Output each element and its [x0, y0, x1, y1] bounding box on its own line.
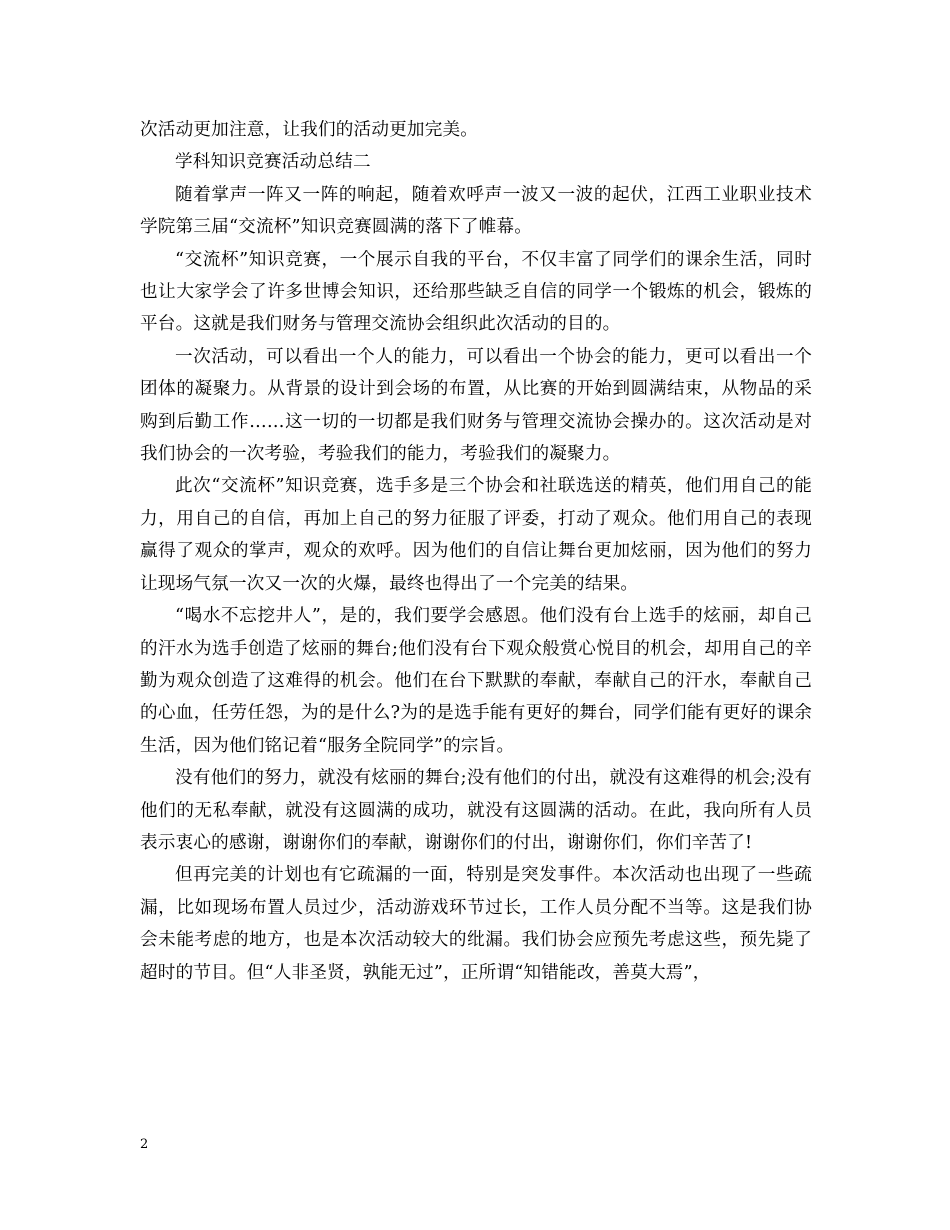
paragraph: “喝水不忘挖井人”，是的，我们要学会感恩。他们没有台上选手的炫丽，却自己的汗水为选手创造了炫丽的舞台;他们没有台下观众般赏心悦目的机会，却用自己的辛勤为观众创造了这难得的机会。他们在台下默默的奉献，奉献自己的汗水，奉献自己的心血，任劳任怨，为的是什么?为的是选手能有更好的舞台，同学们能有更好的课余生活，因为他们铭记着“服务全院同学”的宗旨。	[140, 606, 812, 756]
paragraph: “交流杯”知识竞赛，一个展示自我的平台，不仅丰富了同学们的课余生活，同时也让大家学会了许多世博会知识，还给那些缺乏自信的同学一个锻炼的机会，锻炼的平台。这就是我们财务与管理交流协会组织此次活动的目的。	[140, 249, 812, 335]
paragraph: 随着掌声一阵又一阵的响起，随着欢呼声一波又一波的起伏，江西工业职业技术学院第三届“交流杯”知识竞赛圆满的落下了帷幕。	[140, 184, 812, 238]
page-number: 2	[140, 1137, 149, 1152]
section-heading: 学科知识竞赛活动总结二	[175, 152, 371, 173]
paragraph: 此次“交流杯”知识竞赛，选手多是三个协会和社联选送的精英，他们用自己的能力，用自己的自信，再加上自己的努力征服了评委，打动了观众。他们用自己的表现赢得了观众的掌声，观众的欢呼。因为他们的自信让舞台更加炫丽，因为他们的努力让现场气氛一次又一次的火爆，最终也得出了一个完美的结果。	[140, 476, 812, 594]
paragraph: 一次活动，可以看出一个人的能力，可以看出一个协会的能力，更可以看出一个团体的凝聚力。从背景的设计到会场的布置，从比赛的开始到圆满结束，从物品的采购到后勤工作……这一切的一切都是我们财务与管理交流协会操办的。这次活动是对我们协会的一次考验，考验我们的能力，考验我们的凝聚力。	[140, 346, 812, 465]
document-body	[140, 114, 812, 989]
paragraph: 没有他们的努力，就没有炫丽的舞台;没有他们的付出，就没有这难得的机会;没有他们的无私奉献，就没有这圆满的成功，就没有这圆满的活动。在此，我向所有人员表示衷心的感谢，谢谢你们的奉献，谢谢你们的付出，谢谢你们，你们辛苦了!	[140, 768, 812, 853]
paragraph: 但再完美的计划也有它疏漏的一面，特别是突发事件。本次活动也出现了一些疏漏，比如现场布置人员过少，活动游戏环节过长，工作人员分配不当等。这是我们协会未能考虑的地方，也是本次活动较大的纰漏。我们协会应预先考虑这些，预先毙了超时的节目。但“人非圣贤，孰能无过”，正所谓“知错能改，善莫大焉”，	[140, 865, 812, 983]
paragraph: 次活动更加注意，让我们的活动更加完美。	[140, 120, 479, 140]
